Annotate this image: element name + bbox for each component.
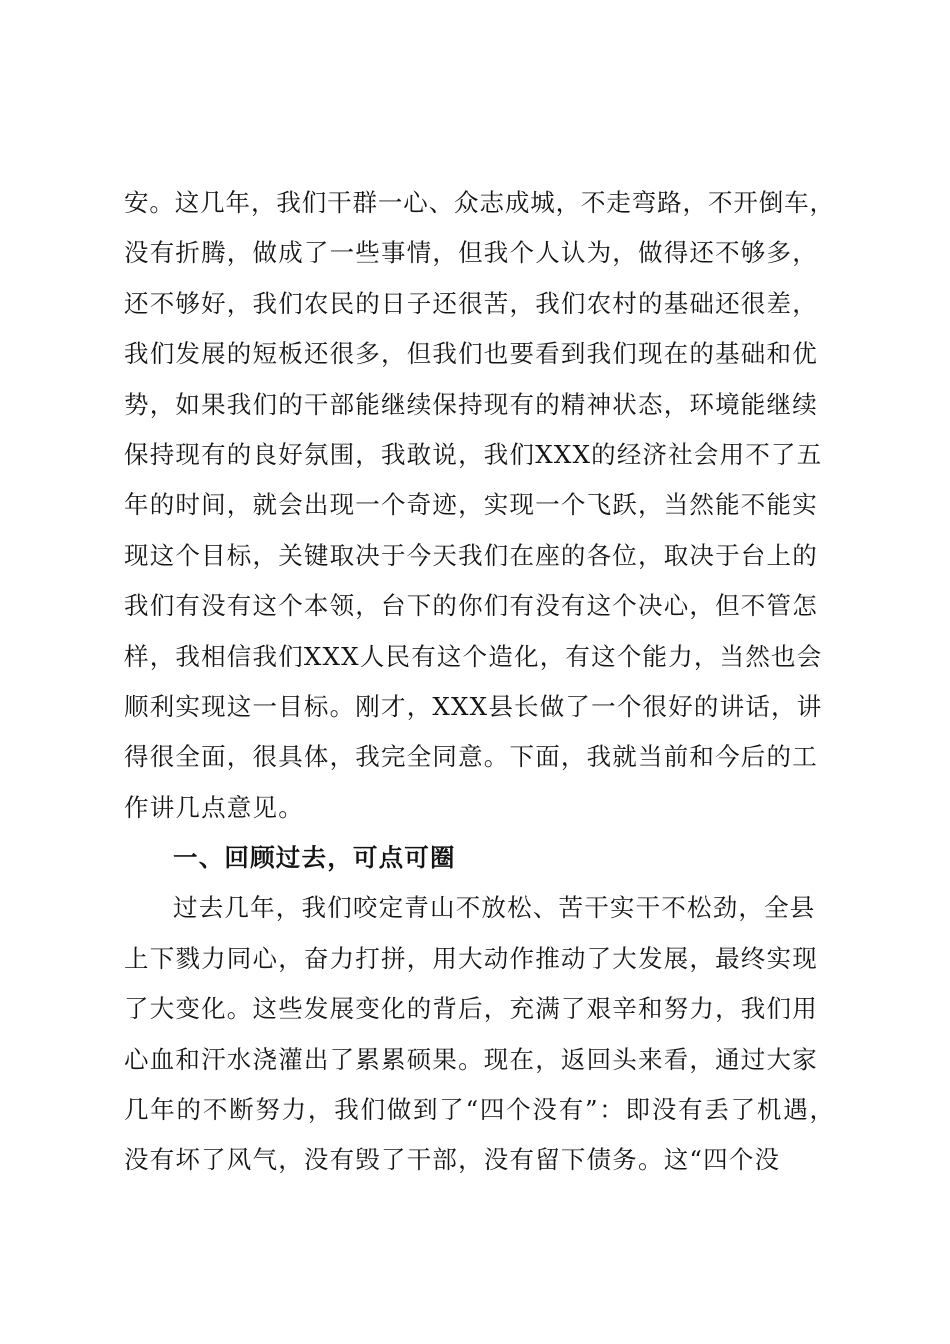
paragraph-line: 样，我相信我们XXX人民有这个造化，有这个能力，当然也会 bbox=[124, 641, 823, 671]
paragraph-line: 没有坏了风气，没有毁了干部，没有留下债务。这“四个没 bbox=[124, 1145, 781, 1175]
paragraph-line: 没有折腾，做成了一些事情，但我个人认为，做得还不够多， bbox=[124, 238, 818, 268]
paragraph-line: 我们发展的短板还很多，但我们也要看到我们现在的基础和优 bbox=[124, 339, 818, 369]
paragraph-line: 年的时间，就会出现一个奇迹，实现一个飞跃，当然能不能实 bbox=[124, 490, 818, 520]
paragraph-line: 了大变化。这些发展变化的背后，充满了艰辛和努力，我们用 bbox=[124, 994, 818, 1024]
paragraph-line: 作讲几点意见。 bbox=[124, 792, 304, 822]
paragraph-line: 我们有没有这个本领，台下的你们有没有这个决心，但不管怎 bbox=[124, 591, 818, 621]
paragraph-line: 过去几年，我们咬定青山不放松、苦干实干不松劲，全县 bbox=[173, 893, 816, 923]
document-body bbox=[124, 178, 834, 1186]
section-heading: 一、回顾过去，可点可圈 bbox=[173, 843, 456, 873]
paragraph-line: 得很全面，很具体，我完全同意。下面，我就当前和今后的工 bbox=[124, 742, 818, 772]
paragraph-line: 顺利实现这一目标。刚才，XXX县长做了一个很好的讲话，讲 bbox=[124, 691, 823, 721]
paragraph-line: 势，如果我们的干部能继续保持现有的精神状态，环境能继续 bbox=[124, 389, 818, 419]
paragraph-line: 现这个目标，关键取决于今天我们在座的各位，取决于台上的 bbox=[124, 540, 818, 570]
paragraph-line: 几年的不断努力，我们做到了“四个没有”：即没有丢了机遇， bbox=[124, 1095, 834, 1125]
paragraph-line: 心血和汗水浇灌出了累累硕果。现在，返回头来看，通过大家 bbox=[124, 1044, 818, 1074]
paragraph-line: 保持现有的良好氛围，我敢说，我们XXX的经济社会用不了五 bbox=[124, 439, 823, 469]
paragraph-line: 上下戮力同心，奋力打拼，用大动作推动了大发展，最终实现 bbox=[124, 943, 818, 973]
paragraph-line: 还不够好，我们农民的日子还很苦，我们农村的基础还很差， bbox=[124, 288, 818, 318]
paragraph-line: 安。这几年，我们干群一心、众志成城，不走弯路，不开倒车， bbox=[124, 188, 834, 217]
